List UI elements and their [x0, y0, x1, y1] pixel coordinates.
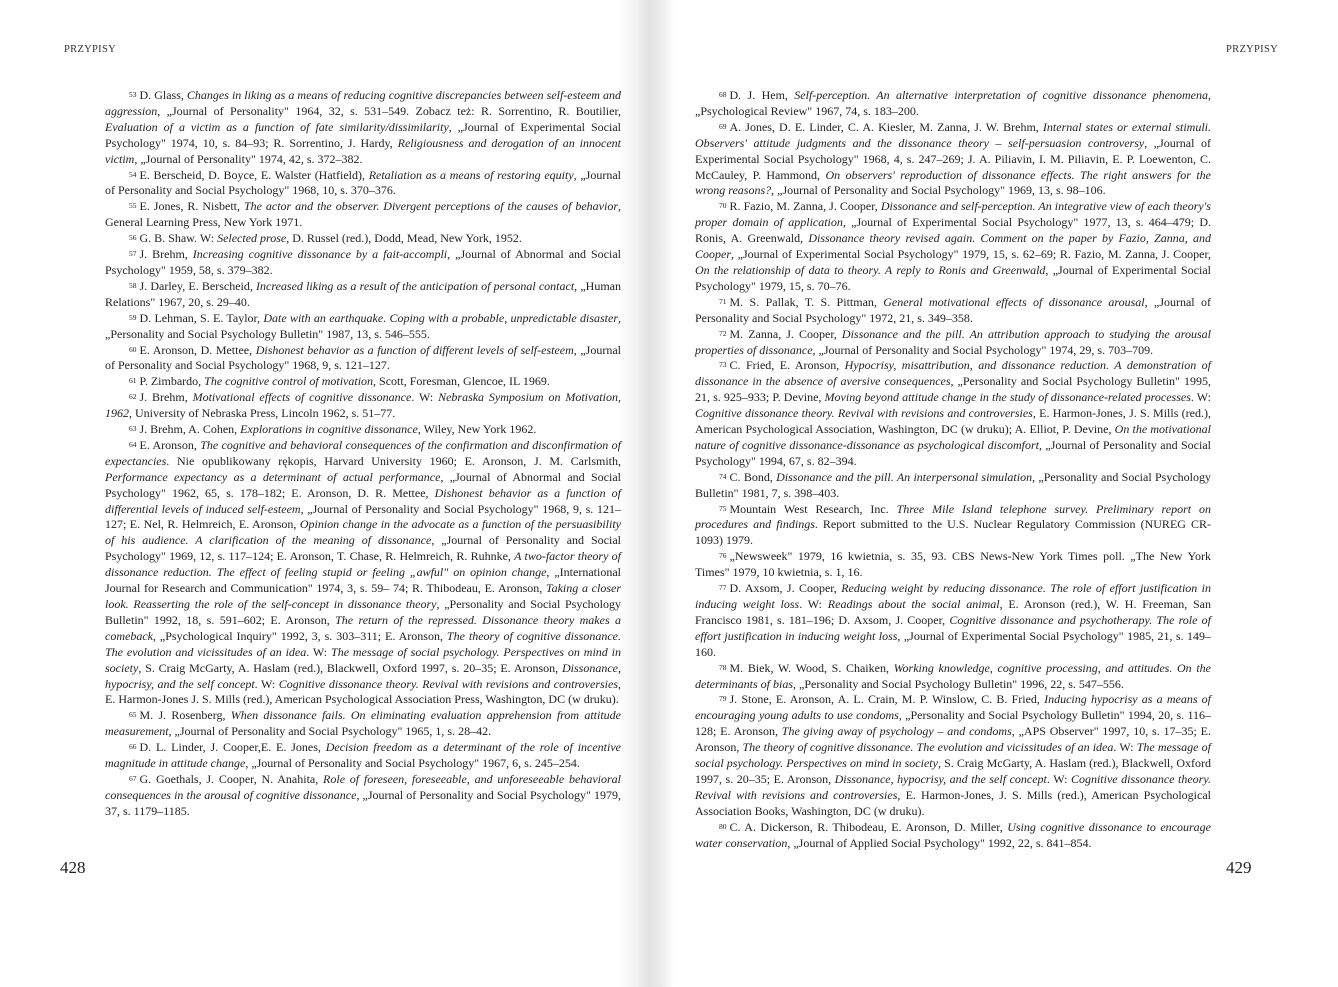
footnote-number: 56 — [129, 233, 137, 243]
citation-title: Increasing cognitive dissonance by a fait-accompli — [192, 247, 448, 262]
running-header: PRZYPISY — [1226, 44, 1278, 55]
citation-text: D. Glass, — [139, 88, 187, 102]
footnote-number: 62 — [129, 392, 137, 402]
citation-text: . W: — [1046, 771, 1071, 786]
footnote-number: 55 — [129, 201, 137, 211]
citation-title: On observers' reproduction of dissonance effects. The right answers for the wrong reasons? — [695, 167, 1212, 198]
citation-text: , E. Harmon-Jones J. S. Mills (red.), American Psychological Association Press, Washington, DC (w druku). — [105, 676, 621, 707]
footnote-number: 71 — [719, 296, 727, 306]
footnote-number: 68 — [719, 90, 727, 99]
right-page — [669, 0, 1338, 987]
citation-title: Decision freedom as a determinant of the role of incentive magnitude in attitude change — [105, 740, 622, 771]
citation-title: Dissonance and the pill. An interpersonal simulation — [776, 469, 1033, 484]
footnote — [105, 708, 621, 740]
footnote-number: 54 — [129, 169, 137, 179]
citation-title: Cognitive dissonance theory. Revival with revisions and controversies — [695, 406, 1033, 421]
citation-text: . Nie opublikowany rękopis, Harvard University 1960; E. Aronson, J. M. Carlsmith, — [166, 453, 621, 468]
citation-text: , „Journal of Experimental Social Psychology" 1977, 13, s. 464–479; D. Ronis, A. Greenwald, — [695, 215, 1212, 246]
citation-title: Nebraska Symposium on Motivation, 1962 — [105, 390, 621, 421]
citation-text: D. Lehman, S. E. Taylor, — [139, 310, 264, 325]
page-number: 429 — [1226, 858, 1252, 877]
footnote-number: 70 — [719, 201, 727, 211]
citation-text: C. Fried, E. Aronson, — [729, 358, 845, 373]
citation-title: The message of social psychology. Perspectives on mind in society — [695, 740, 1211, 771]
citation-text: , „Journal of Personality and Social Psychology" 1968, 9, s. 121–127. — [105, 342, 621, 373]
citation-text: , D. Russel (red.), Dodd, Mead, New York, 1952. — [286, 231, 522, 246]
citation-text: M. S. Pallak, T. S. Pittman, — [729, 294, 884, 309]
footnote-number: 78 — [719, 662, 727, 672]
citation-text: . W: — [411, 390, 439, 405]
footnote — [105, 438, 621, 708]
citation-text: M. Zanna, J. Cooper, — [729, 326, 842, 341]
citation-text: J. Darley, E. Berscheid, — [139, 278, 257, 293]
citation-text: , Scott, Foresman, Glencoe, IL 1969. — [373, 374, 550, 389]
citation-title: Opinion change in the advocate as a function of the persuasibility of his audience. A clarification of the meaning of dissonance — [105, 517, 621, 548]
citation-text: , „International Journal for Research and Communication" 1974, 3, s. 59– 74; R. Thibodeau, E. Aronson, — [105, 565, 621, 596]
citation-title: Religiousness and derogation of an innocent victim — [105, 135, 622, 166]
citation-text: , „Journal of Abnormal and Social Psychology" 1962, 65, s. 178–182; E. Aronson, D. R. Mettee, — [105, 469, 621, 500]
citation-text: , „Journal of Experimental Social Psychology" 1985, 21, s. 149–160. — [695, 628, 1211, 659]
citation-text: J. Brehm, — [139, 390, 193, 405]
footnote — [105, 374, 621, 390]
citation-text: , „Journal of Personality and Social Psychology" 1972, 21, s. 349–358. — [695, 294, 1212, 325]
citation-title: Dishonest behavior as a function of different levels of self-esteem — [255, 342, 574, 357]
citation-text: , „Journal of Abnormal and Social Psychology" 1959, 58, s. 379–382. — [105, 247, 621, 277]
citation-title: Dissonance, hypocrisy, and the self concept — [105, 660, 621, 691]
footnote — [695, 820, 1211, 852]
citation-text: , „Personality and Social Psychology Bulletin" 1981, 7, s. 398–403. — [695, 469, 1211, 500]
citation-title: Taking a closer look. Reasserting the role of the self-concept in dissonance theory — [105, 581, 621, 611]
footnote — [105, 247, 621, 279]
footnote-number: 59 — [129, 312, 137, 322]
citation-title: Evaluation of a victim as a function of fate similarity/dissimilarity — [105, 119, 449, 134]
citation-text: . W: — [1113, 740, 1137, 755]
footnote — [695, 549, 1211, 581]
citation-text: E. Aronson, — [139, 437, 201, 452]
running-header: PRZYPISY — [64, 44, 116, 55]
citation-text: , „Psychological Review" 1967, 74, s. 183–200. — [695, 88, 1211, 118]
citation-text: , E. Harmon-Jones, J. S. Mills (red.), American Psychological Association Books, Washington, DC (w druku). — [695, 787, 1211, 818]
citation-text: , E. Harmon-Jones, J. S. Mills (red.), American Psychological Association, Washington, DC (w druku); A. Elliot, P. Devine, — [695, 406, 1211, 437]
footnote-number: 73 — [719, 360, 727, 370]
citation-title: Performance expectancy as a determinant of actual performance — [105, 469, 441, 484]
citation-text: , „Journal of Personality and Social Psychology" 1968, 9, s. 121–127; E. Nel, R. Helmreich, E. Aronson, — [105, 501, 621, 532]
citation-text: , „APS Observer" 1997, 10, s. 17–35; E. Aronson, — [695, 724, 1211, 755]
footnote — [105, 772, 621, 820]
citation-title: Inducing hypocrisy as a means of encouraging young adults to use condoms — [695, 692, 1212, 723]
citation-title: Internal states or external stimuli. Observers' attitude judgments and the dissonance theory – self-persuasion controversy — [695, 119, 1211, 150]
citation-text: , Wiley, New York 1962. — [417, 422, 537, 437]
citation-title: Three Mile Island telephone survey. Preliminary report on procedures and findings — [695, 501, 1211, 532]
citation-text: . Report submitted to the U.S. Nuclear Regulatory Commission (NUREG CR-1093) 1979. — [695, 517, 1211, 548]
citation-title: Increased liking as a result of the anticipation of personal contact — [256, 278, 575, 293]
citation-text: . W: — [254, 676, 279, 691]
citation-title: The return of the repressed. Dissonance theory makes a comeback — [105, 612, 621, 643]
citation-text: J. Brehm, A. Cohen, — [139, 422, 241, 437]
footnote — [105, 168, 621, 200]
citation-text: D. J. Hem, — [729, 88, 795, 102]
footnote-number: 74 — [719, 471, 727, 481]
footnote-number: 77 — [719, 583, 727, 593]
citation-text: C. Bond, — [729, 469, 777, 484]
citation-text: A. Jones, D. E. Linder, C. A. Kiesler, M. Zanna, J. W. Brehm, — [729, 119, 1043, 134]
citation-text: E. Berscheid, D. Boyce, E. Walster (Hatfield), — [139, 167, 369, 182]
footnote-number: 79 — [719, 694, 727, 704]
footnote — [695, 692, 1211, 819]
citation-title: The cognitive and behavioral consequences of the confirmation and disconfirmation of expectancies — [105, 437, 621, 468]
citation-title: When dissonance fails. On eliminating evaluation apprehension from attitude measurement — [105, 708, 621, 739]
citation-text: . W: — [306, 644, 332, 659]
footnote-number: 76 — [719, 551, 727, 561]
footnote — [695, 120, 1211, 200]
citation-text: , „Journal of Experimental Social Psychology" 1968, 4, s. 247–269; J. A. Piliavin, I. M. Piliavin, E. P. Loewenton, C. McCauley, P. Hammond, — [695, 135, 1211, 182]
citation-title: On the relationship of data to theory. A reply to Ronis and Greenwald — [695, 262, 1046, 277]
citation-title: The theory of cognitive dissonance. The evolution and vicissitudes of an idea — [742, 740, 1114, 755]
footnote-number: 72 — [719, 328, 727, 338]
citation-text: , „Personality and Social Psychology Bulletin" 1987, 13, s. 546–555. — [105, 310, 621, 341]
citation-text: . W: — [799, 597, 828, 611]
citation-text: , „Journal of Personality" 1964, 32, s. 531–549. Zobacz też: R. Sorrentino, R. Boutilier, — [157, 103, 621, 118]
citation-text: C. A. Dickerson, R. Thibodeau, E. Aronson, D. Miller, — [729, 819, 1008, 834]
citation-title: Retaliation as a means of restoring equity — [368, 167, 574, 182]
citation-text: J. Brehm, — [139, 247, 193, 262]
citation-text: , S. Craig McGarty, A. Haslam (red.), Blackwell, Oxford 1997, s. 20–35; E. Aronson, — [138, 660, 562, 675]
citation-title: Working knowledge, cognitive processing, and attitudes. On the determinants of bias — [695, 660, 1212, 691]
citation-title: Changes in liking as a means of reducing cognitive discrepancies between self-esteem and aggression — [105, 88, 621, 118]
citation-title: The giving away of psychology – and condoms — [781, 724, 1012, 739]
footnote-number: 66 — [129, 742, 137, 752]
citation-title: Using cognitive dissonance to encourage water conservation — [695, 819, 1211, 850]
footnote — [105, 311, 621, 343]
citation-text: E. Aronson, D. Mettee, — [139, 342, 256, 357]
citation-text: , S. Craig McGarty, A. Haslam (red.), Blackwell, Oxford 1997, s. 20–35; E. Aronson, — [695, 756, 1212, 786]
citation-text: , „Personality and Social Psychology Bulletin" 1995, 21, s. 925–933; P. Devine, — [695, 374, 1211, 405]
citation-text: , „Journal of Experimental Social Psychology" 1979, 15, s. 70–76. — [695, 262, 1211, 293]
footnote-number: 65 — [129, 710, 137, 720]
footnote — [695, 581, 1211, 661]
citation-title: Readings about the social animal — [827, 597, 1000, 611]
footnotes-list — [695, 88, 1211, 852]
citation-text: , „Journal of Personality and Social Psychology" 1968, 10, s. 370–376. — [105, 167, 621, 198]
citation-text: D. L. Linder, J. Cooper,E. E. Jones, — [139, 740, 326, 755]
footnote-number: 63 — [129, 424, 137, 434]
footnote-number: 67 — [129, 773, 137, 783]
citation-text: , „Journal of Personality and Social Psychology" 1974, 29, s. 703–709. — [812, 342, 1154, 357]
footnote-number: 60 — [129, 344, 137, 354]
citation-text: J. Stone, E. Aronson, A. L. Crain, M. P. Winslow, C. B. Fried, — [729, 692, 1045, 707]
footnote — [105, 422, 621, 438]
footnote-number: 75 — [719, 503, 727, 513]
citation-text: M. J. Rosenberg, — [139, 708, 231, 723]
citation-text: G. Goethals, J. Cooper, N. Anahita, — [139, 771, 324, 786]
citation-title: Reducing weight by reducing dissonance. The role of effort justification in inducing weight loss — [695, 581, 1211, 611]
citation-title: Cognitive dissonance theory. Revival with revisions and controversies — [278, 676, 618, 691]
citation-text: R. Fazio, M. Zanna, J. Cooper, — [729, 199, 881, 214]
citation-title: Dissonance and self-perception. An integrative view of each theory's proper domain of application — [695, 199, 1211, 230]
citation-title: The theory of cognitive dissonance. The evolution and vicissitudes of an idea — [105, 628, 621, 659]
citation-title: The message of social psychology. Perspectives on mind in society — [105, 644, 621, 675]
citation-text: Mountain West Research, Inc. — [729, 501, 897, 516]
citation-text: D. Axsom, J. Cooper, — [729, 581, 842, 596]
page-number: 428 — [60, 858, 86, 877]
citation-text: E. Jones, R. Nisbett, — [139, 199, 244, 214]
citation-text: , „Journal of Experimental Social Psychology" 1974, 10, s. 84–93; R. Sorrentino, J. Hardy, — [105, 119, 621, 150]
citation-title: Moving beyond attitude change in the study of dissonance-related processes — [824, 390, 1191, 405]
citation-title: The actor and the observer. Divergent perceptions of the causes of behavior — [243, 199, 618, 214]
citation-text: , General Learning Press, New York 1971. — [105, 199, 621, 230]
footnote-number: 57 — [129, 249, 137, 259]
citation-title: Motivational effects of cognitive dissonance — [192, 390, 412, 405]
citation-title: Cognitive dissonance theory. Revival with revisions and controversies — [695, 771, 1212, 802]
footnote-number: 80 — [719, 821, 727, 831]
citation-title: Cognitive dissonance and psychotherapy. The role of effort justification in inducing weight loss — [695, 612, 1211, 643]
citation-text: , „Human Relations" 1967, 20, s. 29–40. — [105, 278, 621, 309]
citation-text: , „Personality and Social Psychology Bulletin" 1992, 18, s. 591–602; E. Aronson, — [105, 597, 621, 627]
citation-text: , „Journal of Personality and Social Psychology" 1979, 37, s. 1179–1185. — [105, 787, 621, 818]
citation-text: G. B. Shaw. W: — [139, 231, 218, 246]
citation-text: P. Zimbardo, — [139, 374, 205, 389]
citation-text: , E. Aronson (red.), W. H. Freeman, San Francisco 1981, s. 181–196; D. Axsom, J. Cooper, — [695, 597, 1212, 627]
citation-title: The cognitive control of motivation — [204, 374, 374, 389]
footnote — [695, 358, 1211, 469]
citation-text: , „Journal of Personality and Social Psychology" 1965, 1, s. 28–42. — [168, 724, 492, 739]
footnote — [105, 199, 621, 231]
footnote-number: 69 — [719, 121, 727, 131]
citation-title: Date with an earthquake. Coping with a probable, unpredictable disaster — [263, 310, 618, 325]
citation-title: Selected prose — [217, 231, 287, 246]
citation-text: , „Journal of Personality and Social Psychology" 1967, 6, s. 245–254. — [245, 756, 580, 771]
citation-title: Role of foreseen, foreseeable, and unforeseeable behavioral consequences in the arousal of cognitive dissonance — [105, 771, 621, 802]
footnotes-list — [105, 88, 621, 820]
footnote — [695, 199, 1211, 294]
citation-title: Dishonest behavior as a function of differential levels of induced self-esteem — [105, 485, 621, 516]
citation-title: Explorations in cognitive dissonance — [240, 422, 418, 437]
footnote — [105, 343, 621, 375]
citation-text: , „Journal of Personality and Social Psychology" 1969, 12, s. 117–124; E. Aronson, T. Chase, R. Helmreich, R. Ruhnke, — [105, 533, 621, 564]
footnote — [695, 470, 1211, 502]
citation-title: Dissonance theory revised again. Comment on the paper by Fazio, Zanna, and Cooper — [695, 231, 1211, 262]
citation-title: General motivational effects of dissonance arousal — [883, 294, 1145, 309]
citation-title: Dissonance, hypocrisy, and the self concept — [834, 771, 1047, 786]
citation-title: Hypocrisy, misattribution, and dissonance reduction. A demonstration of dissonance in the absence of aversive consequences — [695, 358, 1211, 389]
citation-text: , „Journal of Personality and Social Psychology" 1994, 67, s. 82–394. — [695, 437, 1211, 468]
citation-text: , „Journal of Personality and Social Psychology" 1969, 13, s. 98–106. — [771, 183, 1106, 198]
footnote-number: 64 — [129, 439, 137, 449]
footnote — [695, 502, 1211, 550]
citation-text: , University of Nebraska Press, Lincoln 1962, s. 51–77. — [129, 406, 396, 421]
citation-title: On the motivational nature of cognitive dissonance-dissonance as psychological discomfort — [695, 422, 1211, 452]
footnote — [105, 740, 621, 772]
citation-text: , „Journal of Applied Social Psychology" 1992, 22, s. 841–854. — [787, 835, 1092, 850]
citation-text: M. Biek, W. Wood, S. Chaiken, — [729, 660, 894, 675]
citation-title: Self-perception. An alternative interpretation of cognitive dissonance phenomena — [794, 88, 1208, 102]
footnote — [695, 295, 1211, 327]
citation-text: . W: — [1190, 390, 1211, 405]
footnote — [105, 88, 621, 168]
citation-text: , „Journal of Experimental Social Psychology" 1979, 15, s. 62–69; R. Fazio, M. Zanna, J. Cooper, — [731, 247, 1211, 262]
footnote — [695, 661, 1211, 693]
footnote-number: 58 — [129, 280, 137, 290]
citation-text: „Newsweek" 1979, 16 kwietnia, s. 35, 93. CBS News-New York Times poll. „The New York Times" 1979, 10 kwietnia, s. 1, 16. — [695, 549, 1211, 580]
footnote — [105, 390, 621, 422]
footnote — [105, 231, 621, 247]
footnote — [105, 279, 621, 311]
citation-title: A two-factor theory of dissonance reduction. The effect of feeling stupid or feeling „awful" on opinion change — [105, 549, 621, 580]
footnote-number: 61 — [129, 376, 137, 386]
footnote-number: 53 — [129, 90, 137, 99]
footnote — [695, 327, 1211, 359]
citation-title: Dissonance and the pill. An attribution approach to studying the arousal properties of dissonance — [695, 326, 1212, 357]
footnote — [695, 88, 1211, 120]
citation-text: , „Psychological Inquiry" 1992, 3, s. 303–311; E. Aronson, — [152, 628, 447, 643]
citation-text: , „Journal of Personality" 1974, 42, s. 372–382. — [134, 151, 363, 166]
citation-text: , „Personality and Social Psychology Bulletin" 1994, 20, s. 116–128; E. Aronson, — [695, 708, 1212, 739]
citation-text: , „Personality and Social Psychology Bulletin" 1996, 22, s. 547–556. — [793, 676, 1124, 691]
